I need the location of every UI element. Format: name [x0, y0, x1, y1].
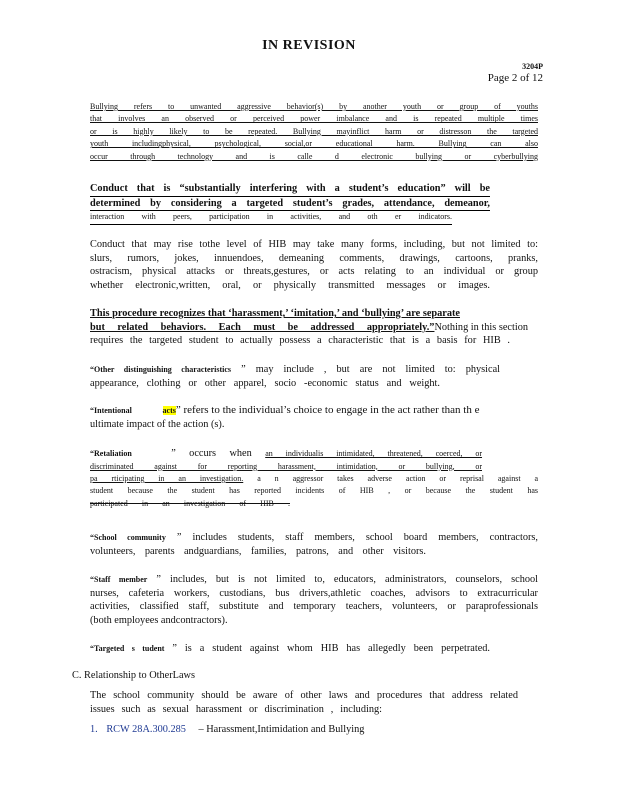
definition-text: ” refers to the individual’s choice to engage in the act rather than th e — [175, 404, 480, 416]
bullying-line: youth includingphysical, psychological, social,or educational harm. Bullying can also — [90, 139, 538, 149]
definition-line: ultimate impact of the action (s). — [90, 418, 225, 430]
retaliation-text: a n aggressor takes adverse action or reprisal against a — [257, 474, 539, 483]
targeted-student-paragraph — [90, 642, 490, 656]
page-number: Page 2 of 12 — [487, 72, 543, 84]
list-number: 1. — [90, 724, 98, 735]
highlighted-term: acts — [162, 406, 176, 415]
definition-term: “Staff member — [90, 575, 148, 584]
definition-text: ” occurs when — [171, 448, 252, 459]
retaliation-paragraph — [90, 447, 538, 510]
page-title: IN REVISION — [262, 38, 356, 53]
rcw-link[interactable]: RCW 28A.300.285 — [106, 724, 186, 735]
conduct-forms-paragraph — [90, 238, 538, 292]
section-c-heading: C. Relationship to OtherLaws — [72, 670, 195, 681]
bullying-line: Bullying refers to unwanted aggressive behavior(s) by another youth or group of youths — [90, 102, 538, 111]
definition-term: “Targeted s tudent — [90, 644, 165, 653]
definition-line: activities, classified staff, substitute and temporary teachers, volunteers, or paraprofessionals — [90, 601, 538, 613]
definition-line: appearance, clothing or other apparel, socio -economic status and weight. — [90, 377, 440, 389]
bullying-line: occur through technology and is calle d electronic bullying or cyberbullying — [90, 151, 538, 161]
conduct-line: Conduct that may rise tothe level of HIB may take many forms, including, but not limited to: — [90, 239, 538, 250]
definition-text: ” includes, but is not limited to, educators, administrators, counselors, school — [156, 574, 538, 585]
definition-line: volunteers, parents andguardians, families, patrons, and other visitors. — [90, 545, 426, 557]
definition-line — [90, 531, 538, 545]
bullying-line: or is highly likely to be repeated. Bullying mayinflict harm or distresson the targeted — [90, 126, 538, 136]
section-c-line: issues such as sexual harassment or discrimination , including: — [90, 703, 382, 715]
inserted-text: pa rticipating in an investigation. — [90, 474, 244, 483]
intentional-acts-paragraph — [90, 404, 510, 431]
school-community-paragraph — [90, 531, 538, 558]
procedure-bold-text: but related behaviors. Each must be addressed appropriately.” — [90, 321, 435, 333]
conduct-interfering-paragraph — [90, 182, 490, 225]
conduct-bold-line: determined by considering a targeted student’s grades, attendance, demeanor, — [90, 197, 490, 212]
conduct-bold-line: Conduct that is “substantially interfering with a student’s education” will be — [90, 182, 490, 197]
definition-line — [90, 447, 482, 461]
definition-text: ” may include , but are not limited to: physical — [241, 364, 501, 375]
definition-term: “Other distinguishing characteristics — [90, 365, 232, 374]
bullying-line: that involves an observed or perceived power imbalance and is repeated multiple times — [90, 114, 538, 124]
definition-line — [90, 404, 510, 418]
section-c-paragraph — [90, 689, 518, 716]
definition-term: “Intentional — [90, 406, 132, 415]
other-characteristics-paragraph — [90, 363, 500, 390]
definition-line: nurses, cafeteria workers, custodians, bus drivers,athletic coaches, advisors to extracurricular — [90, 587, 538, 599]
inserted-text: an individualis intimidated, threatened, coerced, or — [265, 449, 483, 458]
section-c-line: The school community should be aware of other laws and procedures that address related — [90, 690, 518, 701]
definition-text: ” includes students, staff members, school board members, contractors, — [176, 532, 538, 543]
deleted-line: participated in an investigation of HIB . — [90, 498, 290, 508]
conduct-line: ostracism, physical attacks or threats,gestures, or acts relating to an individual or group — [90, 266, 538, 278]
procedure-line: requires the targeted student to actually possess a characteristic that is a basis for HIB . — [90, 335, 510, 347]
definition-text: ” is a student against whom HIB has allegedly been perpetrated. — [172, 643, 491, 654]
inserted-line: discriminated against for reporting harassment, intimidation, or bullying, or — [90, 461, 482, 471]
list-text: – Harassment,Intimidation and Bullying — [198, 724, 365, 735]
procedure-rest-text: Nothing in this section — [434, 321, 528, 333]
retaliation-line — [90, 473, 538, 485]
procedure-line — [90, 321, 528, 335]
bullying-paragraph — [90, 101, 538, 163]
definition-line — [90, 642, 490, 656]
conduct-line: slurs, rumors, jokes, innuendoes, demeaning comments, drawings, cartoons, pranks, — [90, 252, 538, 264]
definition-line: (both employees andcontractors). — [90, 614, 228, 626]
conduct-line: whether electronic,written, oral, or physically transmitted messages or images. — [90, 279, 490, 291]
procedure-paragraph — [90, 307, 528, 348]
procedure-line: This procedure recognizes that ‘harassment,’ ‘imitation,’ and ‘bullying’ are separate — [90, 308, 460, 319]
staff-member-paragraph — [90, 573, 538, 627]
retaliation-line: student because the student has reported incidents of HIB , or because the student has — [90, 486, 538, 496]
list-item — [90, 723, 410, 737]
definition-term: “Retaliation — [90, 449, 132, 458]
conduct-small-line: interaction with peers, participation in activities, and oth er indicators. — [90, 211, 452, 224]
definition-line — [90, 363, 500, 377]
definition-term: “School community — [90, 533, 166, 542]
policy-code: 3204P — [522, 62, 543, 71]
definition-line — [90, 573, 538, 587]
